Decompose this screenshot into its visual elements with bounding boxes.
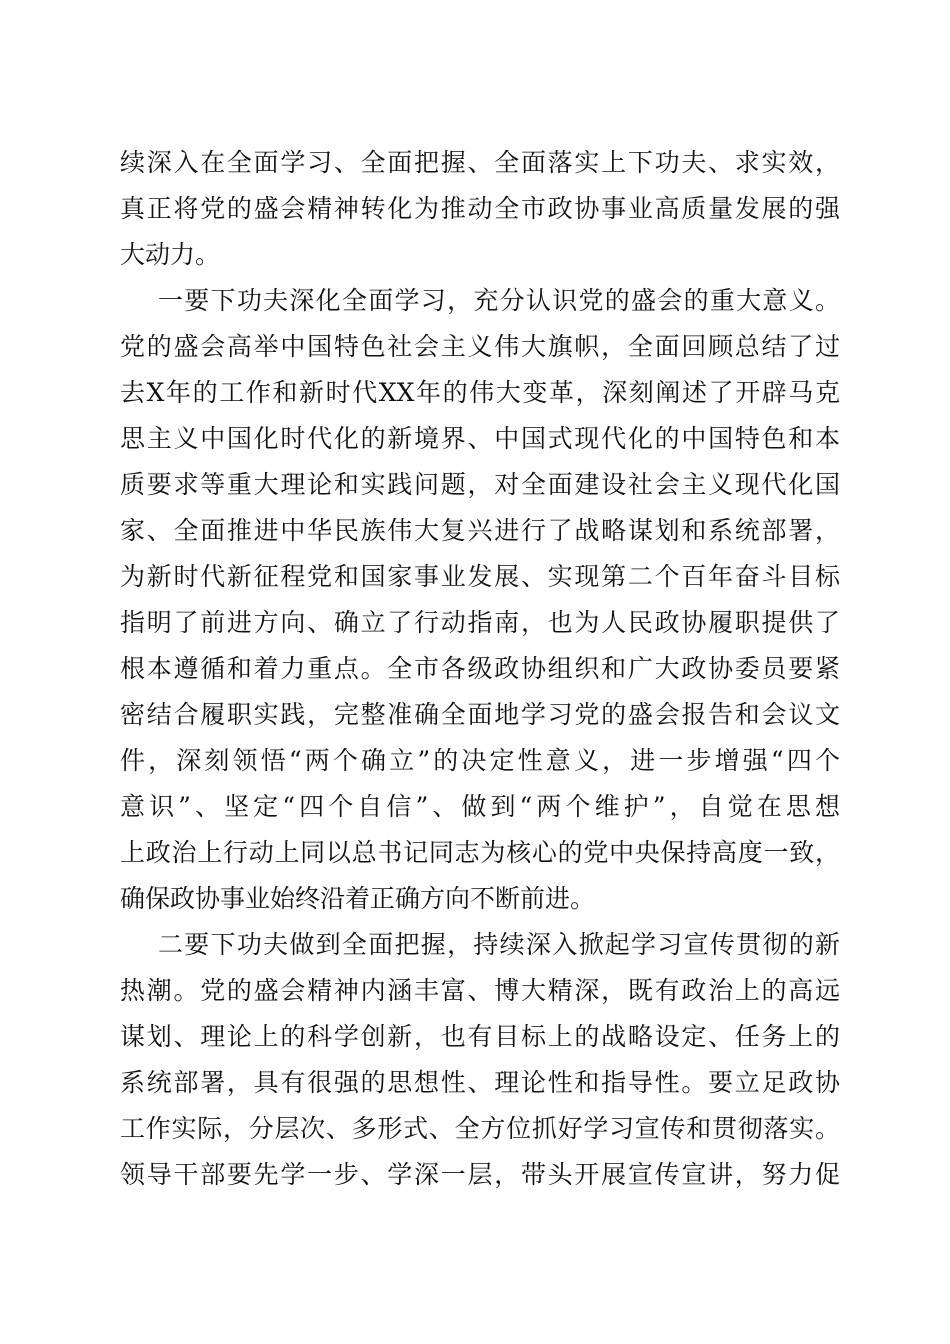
text-line: 系统部署，具有很强的思想性、理论性和指导性。要立足政协 <box>120 1068 840 1097</box>
text-line: 去X年的工作和新时代XX年的伟大变革，深刻阐述了开辟马克 <box>120 378 840 407</box>
text-line: 党的盛会高举中国特色社会主义伟大旗帜，全面回顾总结了过 <box>120 332 840 361</box>
text-line: 指明了前进方向、确立了行动指南，也为人民政协履职提供了 <box>120 608 840 637</box>
text-line: 热潮。党的盛会精神内涵丰富、博大精深，既有政治上的高远 <box>120 976 840 1005</box>
text-line: 上政治上行动上同以总书记同志为核心的党中央保持高度一致， <box>120 838 840 867</box>
text-line: 真正将党的盛会精神转化为推动全市政协事业高质量发展的强 <box>120 194 840 223</box>
text-line: 家、全面推进中华民族伟大复兴进行了战略谋划和系统部署， <box>120 516 840 545</box>
body-text <box>120 140 840 1198</box>
text-line: 意识”、坚定“四个自信”、做到“两个维护”，自觉在思想 <box>120 792 840 821</box>
text-line: 大动力。 <box>120 240 221 269</box>
text-line: 续深入在全面学习、全面把握、全面落实上下功夫、求实效， <box>120 148 840 177</box>
text-line: 质要求等重大理论和实践问题，对全面建设社会主义现代化国 <box>120 470 840 499</box>
text-line: 确保政协事业始终沿着正确方向不断前进。 <box>120 884 596 913</box>
text-line: 件，深刻领悟“两个确立”的决定性意义，进一步增强“四个 <box>120 746 840 775</box>
text-line: 思主义中国化时代化的新境界、中国式现代化的中国特色和本 <box>120 424 840 453</box>
paragraph-first-line: 二要下功夫做到全面把握，持续深入掀起学习宣传贯彻的新 <box>158 930 840 959</box>
text-line: 密结合履职实践，完整准确全面地学习党的盛会报告和会议文 <box>120 700 840 729</box>
text-line: 领导干部要先学一步、学深一层，带头开展宣传宣讲，努力促 <box>120 1160 840 1189</box>
text-line: 为新时代新征程党和国家事业发展、实现第二个百年奋斗目标 <box>120 562 840 591</box>
paragraph-first-line: 一要下功夫深化全面学习，充分认识党的盛会的重大意义。 <box>158 286 840 315</box>
text-line: 工作实际，分层次、多形式、全方位抓好学习宣传和贯彻落实。 <box>120 1114 840 1143</box>
text-line: 根本遵循和着力重点。全市各级政协组织和广大政协委员要紧 <box>120 654 840 683</box>
text-line: 谋划、理论上的科学创新，也有目标上的战略设定、任务上的 <box>120 1022 840 1051</box>
